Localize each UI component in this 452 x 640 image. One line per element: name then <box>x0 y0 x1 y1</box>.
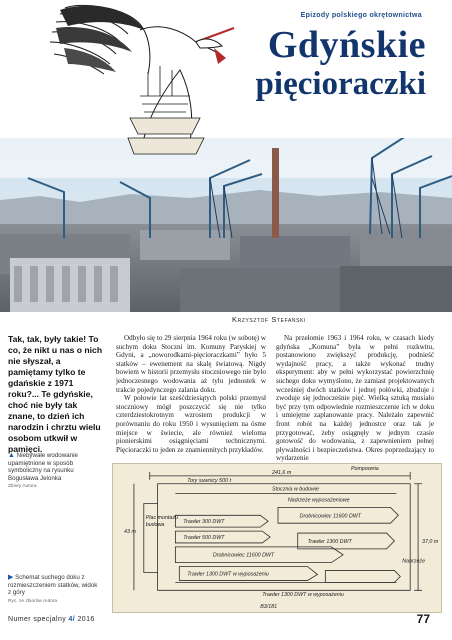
dry-dock-diagram <box>112 463 442 613</box>
status-label: Stocznia w budowie <box>272 486 320 493</box>
stork-drawing <box>20 0 250 175</box>
dim-length-label: 241,6 m <box>272 469 292 476</box>
paragraph: Odbyło się to 29 sierpnia 1964 roku (w sobotę) w suchym doku Stoczni im. Komuny Paryskiej w Gdyni, a „noworodkami-pięcioraczkami” było 5 statków – ewenement na skalę światową. Nigdy bowiem w historii przemysłu stoczniowego nie było jednoczesnego wodowania aż tylu jednostek w trakcie pojedynczego zalania doku. <box>116 334 266 394</box>
ship-7-label: Trawler 1300 DWT w wyposażeniu <box>262 592 344 599</box>
caption-diagram <box>8 574 100 605</box>
caret-up-icon: ▲ <box>8 452 15 459</box>
ship-5-label: Drobnicowiec 11600 DWT <box>212 552 275 559</box>
page-number: 77 <box>416 612 430 626</box>
drawing-code: B3/181 <box>260 604 278 611</box>
assembly-area-label-2: budowa <box>145 522 165 529</box>
article-column-1 <box>116 334 266 454</box>
dim-right-label: 37,0 m <box>422 538 439 545</box>
issue-prefix: Numer specjalny <box>8 616 67 623</box>
pump-label: Pompownia <box>351 465 379 472</box>
paragraph: W połowie lat sześćdziesiątych polski przemysł stoczniowy mógł poszczycić się nie tylko czterdziestokrotnym wzrostem produkcji w porównaniu do roku 1950 i wysunięciem na ósme miejsce w świecie, ale również wieloma pionierskimi osiągnięciami technicznymi. Pięcioraczki to jeden ze znamiennitych przykładów. <box>116 394 266 454</box>
issue-info <box>8 616 95 623</box>
author-byline: Krzysztof Stefański <box>232 315 306 324</box>
issue-year: 2016 <box>77 616 95 623</box>
paragraph: Na przełomie 1963 i 1964 roku, w czasach kiedy gdyńska „Komuna” była w pełni rozkwitu, postanowiono zwiększyć produkcję, podnieść wydajność pracy, a także wykonać trudny eksperyment: aby w pełni wykorzystać powierzchnię suchego doku wymyślono, że zamiast projektowanych wcześniej dwóch statków i jednej połówki, zbuduje i zwoduje się jednocześnie pięć. Wielką sztuką musiało być przy tym odpowiednie rozmieszczenie ich w doku i umiejętne zaplanowanie pracy. Należało zapewnić front robót na każdej jednostce oraz tak je przygotować, żeby osiągnęły w jednym czasie gotowość do wodowania, z zapewnieniem pełnej pływalności i bezpieczeństwa. Okres poprzedzający to wydarzenie <box>276 334 434 463</box>
track-label: Tory suwnicy 500 t <box>187 477 232 484</box>
ship-4-label: Trawler 1300 DWT <box>307 538 352 545</box>
dim-width-label: 43 m <box>124 529 136 536</box>
series-heading: Epizody polskiego okrętownictwa <box>300 12 422 19</box>
caption-drawing-source: Zbiory Autora <box>8 484 37 490</box>
caption-drawing <box>8 452 100 491</box>
lead-paragraph: Tak, tak, były takie! To co, że nikt u nas o nich nie słyszał, a pamiętamy tylko te gdańskie z 1971 roku?... Te gdyńskie, choć nie były tak znane, to dzień ich narodzin i chrztu wielu osobom utkwił w pamięci. <box>8 334 103 454</box>
ship-6-label: Trawler 1300 DWT w wyposażeniu <box>187 571 269 578</box>
issue-number: 4 <box>68 616 73 623</box>
caption-drawing-text: Niebywałe wodowanie upamiętnione w sposób symboliczny na rysunku Bogusława Jelonka <box>8 452 78 482</box>
ship-3-label: Drobnicowiec 11600 DWT <box>299 513 362 520</box>
hero-section <box>0 0 452 312</box>
caret-right-icon: ▶ <box>8 574 14 581</box>
issue-separator: / <box>72 616 76 623</box>
title-line-1: Gdyńskie <box>267 24 426 66</box>
quay-label: Nabrzeże <box>402 558 426 565</box>
caption-diagram-text: Schemat suchego doku z rozmieszczeniem statków, widok z góry <box>8 574 98 597</box>
ship-1-label: Trawler 300 DWT <box>183 519 225 526</box>
pier-label: Nadrzeże wyposażeniowe <box>287 497 350 504</box>
article-column-2 <box>276 334 434 463</box>
assembly-area-label: Plac montażu <box>145 515 178 522</box>
title-line-2: pięcioraczki <box>255 66 426 102</box>
caption-diagram-source: Ryc. ze zbiorów Autora <box>8 598 58 604</box>
ship-2-label: Trawler 500 DWT <box>183 534 225 541</box>
